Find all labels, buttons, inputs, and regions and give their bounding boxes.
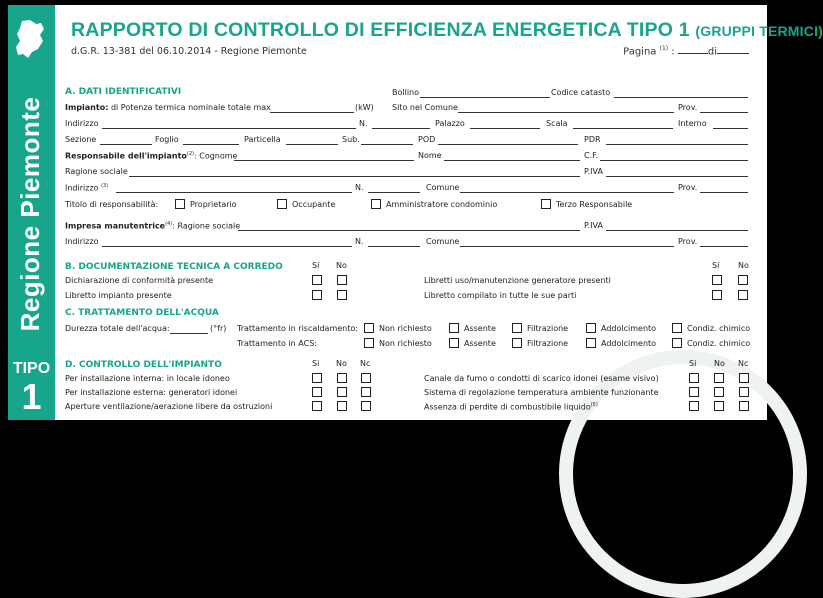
particella-field[interactable] xyxy=(286,144,338,145)
piva-label: P.IVA xyxy=(584,167,603,176)
risc-addolcimento-checkbox[interactable] xyxy=(586,323,596,333)
cf-label: C.F. xyxy=(584,151,598,160)
fr-label: (°fr) xyxy=(210,324,227,333)
page-title xyxy=(71,19,823,42)
risc-condiz-chimico-checkbox[interactable] xyxy=(672,323,682,333)
d-left-2-si-checkbox[interactable] xyxy=(312,387,322,397)
sezione-label: Sezione xyxy=(65,135,97,144)
impresa-n-field[interactable] xyxy=(368,246,420,247)
d-left-1-si-checkbox[interactable] xyxy=(312,373,322,383)
d-left-item-2: Per installazione esterna: generatori idonei xyxy=(65,388,238,397)
ragione-sociale-label: Ragione sociale xyxy=(65,167,128,176)
impresa-piva-label: P.IVA xyxy=(584,221,603,230)
impresa-comune-field[interactable] xyxy=(460,246,674,247)
b-no-header: No xyxy=(336,261,347,270)
impresa-ragione-label: : Ragione sociale xyxy=(172,221,241,231)
n-label: N. xyxy=(359,119,368,128)
acs-assente-checkbox[interactable] xyxy=(449,338,459,348)
section-c-title: C. TRATTAMENTO DELL'ACQUA xyxy=(65,308,219,318)
impresa-indirizzo-label: Indirizzo xyxy=(65,237,99,246)
form-page xyxy=(8,5,823,420)
sezione-field[interactable] xyxy=(100,144,152,145)
comune-label: Comune xyxy=(426,183,460,192)
pod-field[interactable] xyxy=(438,144,578,145)
tipo-number: 1 xyxy=(21,376,42,417)
cf-field[interactable] xyxy=(600,160,748,161)
tipo-label: TIPO xyxy=(12,360,51,377)
section-a-title: A. DATI IDENTIFICATIVI xyxy=(65,87,182,97)
d-left-item-3: Aperture ventilazione/aerazione libere da ostruzioni xyxy=(65,402,273,411)
b-right-2-no-checkbox[interactable] xyxy=(738,290,748,300)
b-left-1-no-checkbox[interactable] xyxy=(337,275,347,285)
b-right-1-no-checkbox[interactable] xyxy=(738,275,748,285)
d-left-3-no-checkbox[interactable] xyxy=(337,401,347,411)
indirizzo3-row xyxy=(65,183,108,193)
page-subtitle: d.G.R. 13-381 del 06.10.2014 - Regione Piemonte xyxy=(71,46,307,57)
d-left-2-no-checkbox[interactable] xyxy=(337,387,347,397)
d-right-3-nc-checkbox[interactable] xyxy=(739,401,749,411)
comune-field[interactable] xyxy=(460,192,674,193)
acs-opt-5: Condiz. chimico xyxy=(687,339,751,348)
acs-opt-2: Assente xyxy=(464,339,496,348)
proprietario-checkbox[interactable] xyxy=(175,199,185,209)
d-right-1-nc-checkbox[interactable] xyxy=(739,373,749,383)
page-number-field[interactable]: Pagina $^{(1)}$ : di xyxy=(623,45,749,57)
risc-label: Trattamento in riscaldamento: xyxy=(237,324,358,333)
terzo-responsabile-label: Terzo Responsabile xyxy=(556,200,633,209)
potenza-field[interactable] xyxy=(270,112,354,113)
n3-label: N. xyxy=(355,183,364,192)
impianto-label: Impianto: xyxy=(65,103,109,112)
n-field[interactable] xyxy=(372,128,430,129)
b-right-item-1: Libretti uso/manutenzione generatore presenti xyxy=(424,276,611,285)
prov3-label: Prov. xyxy=(678,183,698,192)
acs-opt-1: Non richiesto xyxy=(379,339,432,348)
d-right-item-3: Assenza di perdite di combustibile liquido xyxy=(424,402,591,412)
b-left-2-no-checkbox[interactable] xyxy=(337,290,347,300)
impresa-prov-field[interactable] xyxy=(700,246,748,247)
potenza-label: di Potenza termica nominale totale max xyxy=(110,103,271,112)
d-right-item-1: Canale da fumo o condotti di scarico idonei (esame visivo) xyxy=(424,374,659,383)
piva-field[interactable] xyxy=(606,176,748,177)
indirizzo3-label: Indirizzo xyxy=(65,183,99,193)
d-right-item-3-row xyxy=(424,402,598,412)
prov-field[interactable] xyxy=(700,112,748,113)
b-left-item-2: Libretto impianto presente xyxy=(65,291,172,300)
amministratore-label: Amministratore condominio xyxy=(386,200,498,209)
acs-condiz-chimico-checkbox[interactable] xyxy=(672,338,682,348)
title-suffix: (GRUPPI TERMICI) xyxy=(695,23,823,39)
region-label: Regione Piemonte xyxy=(15,96,45,332)
risc-opt-2: Assente xyxy=(464,324,496,333)
b-left-1-si-checkbox[interactable] xyxy=(312,275,322,285)
pdr-field[interactable] xyxy=(606,144,748,145)
impresa-piva-field[interactable] xyxy=(606,230,748,231)
d-nc-header: Nc xyxy=(360,359,371,368)
durezza-field[interactable] xyxy=(170,333,208,334)
sidebar-band xyxy=(8,5,55,420)
durezza-label: Durezza totale dell'acqua: xyxy=(65,324,170,333)
impresa-indirizzo-field[interactable] xyxy=(102,246,352,247)
d-left-1-no-checkbox[interactable] xyxy=(337,373,347,383)
sito-field[interactable] xyxy=(458,112,674,113)
d-right-item-3-note: (5) xyxy=(590,402,598,408)
d-right-3-no-checkbox[interactable] xyxy=(714,401,724,411)
d-right-3-si-checkbox[interactable] xyxy=(689,401,699,411)
scala-field[interactable] xyxy=(573,128,673,129)
impresa-row xyxy=(65,221,240,231)
section-d-title: D. CONTROLLO DELL'IMPIANTO xyxy=(65,360,222,370)
piemonte-map-icon xyxy=(14,19,46,59)
palazzo-field[interactable] xyxy=(470,128,540,129)
d-left-3-si-checkbox[interactable] xyxy=(312,401,322,411)
impresa-n-label: N. xyxy=(355,237,364,246)
d-right-2-nc-checkbox[interactable] xyxy=(739,387,749,397)
prov3-field[interactable] xyxy=(700,192,748,193)
d-no-header-right: No xyxy=(714,359,725,368)
b-no-header-right: No xyxy=(738,261,749,270)
d-no-header: No xyxy=(336,359,347,368)
kw-label: (kW) xyxy=(355,103,374,112)
section-b-title: B. DOCUMENTAZIONE TECNICA A CORREDO xyxy=(65,262,283,272)
indirizzo3-note: (3) xyxy=(101,183,109,189)
impresa-label: Impresa manutentrice xyxy=(65,221,166,231)
prov-label: Prov. xyxy=(678,103,698,112)
sito-label: Sito nel Comune xyxy=(392,103,458,112)
b-si-header: Si xyxy=(312,261,320,270)
d-right-1-no-checkbox[interactable] xyxy=(714,373,724,383)
particella-label: Particella xyxy=(244,135,281,144)
proprietario-label: Proprietario xyxy=(190,200,237,209)
responsabile-row xyxy=(65,151,237,161)
palazzo-label: Palazzo xyxy=(435,119,465,128)
d-nc-header-right: Nc xyxy=(738,359,749,368)
occupante-label: Occupante xyxy=(292,200,336,209)
foglio-field[interactable] xyxy=(183,144,239,145)
risc-opt-3: Filtrazione xyxy=(527,324,569,333)
di-label: di xyxy=(707,46,717,58)
occupante-checkbox[interactable] xyxy=(277,199,287,209)
impresa-comune-label: Comune xyxy=(426,237,460,246)
indirizzo-field[interactable] xyxy=(102,128,356,129)
risc-non-richiesto-checkbox[interactable] xyxy=(364,323,374,333)
acs-opt-3: Filtrazione xyxy=(527,339,569,348)
acs-non-richiesto-checkbox[interactable] xyxy=(364,338,374,348)
n3-field[interactable] xyxy=(368,192,420,193)
indirizzo-label: Indirizzo xyxy=(65,119,99,128)
risc-opt-4: Addolcimento xyxy=(601,324,657,333)
sub-field[interactable] xyxy=(361,144,413,145)
nome-field[interactable] xyxy=(444,160,580,161)
risc-assente-checkbox[interactable] xyxy=(449,323,459,333)
title-main: RAPPORTO DI CONTROLLO DI EFFICIENZA ENERGETICA TIPO 1 xyxy=(71,19,690,41)
d-left-item-1: Per installazione interna: in locale idoneo xyxy=(65,374,230,383)
acs-filtrazione-checkbox[interactable] xyxy=(512,338,522,348)
b-left-item-1: Dichiarazione di conformità presente xyxy=(65,276,214,285)
b-right-2-si-checkbox[interactable] xyxy=(712,290,722,300)
titolo-label: Titolo di responsabilità: xyxy=(65,200,159,209)
bollino-field[interactable] xyxy=(420,97,550,98)
risc-filtrazione-checkbox[interactable] xyxy=(512,323,522,333)
b-si-header-right: Si xyxy=(712,261,720,270)
d-si-header: Si xyxy=(312,359,320,368)
ragione-sociale-field[interactable] xyxy=(129,176,580,177)
b-right-1-si-checkbox[interactable] xyxy=(712,275,722,285)
sub-label: Sub. xyxy=(342,135,360,144)
codice-catasto-field[interactable] xyxy=(614,97,748,98)
acs-opt-4: Addolcimento xyxy=(601,339,657,348)
b-left-2-si-checkbox[interactable] xyxy=(312,290,322,300)
interno-field[interactable] xyxy=(713,128,748,129)
responsabile-label: Responsabile dell'impianto xyxy=(65,151,187,161)
nome-label: Nome xyxy=(418,151,442,160)
impresa-ragione-field[interactable] xyxy=(238,230,580,231)
indirizzo3-field[interactable] xyxy=(116,192,352,193)
pdr-label: PDR xyxy=(584,135,601,144)
d-si-header-right: Si xyxy=(689,359,697,368)
risc-opt-1: Non richiesto xyxy=(379,324,432,333)
risc-opt-5: Condiz. chimico xyxy=(687,324,751,333)
bollino-label: Bollino xyxy=(392,88,420,97)
d-left-1-nc-checkbox[interactable] xyxy=(361,373,371,383)
foglio-label: Foglio xyxy=(155,135,179,144)
cognome-label: : Cognome xyxy=(194,151,238,161)
d-right-item-2: Sistema di regolazione temperatura ambiente funzionante xyxy=(424,388,659,397)
terzo-responsabile-checkbox[interactable] xyxy=(541,199,551,209)
interno-label: Interno xyxy=(678,119,707,128)
pagina-note: (1) xyxy=(659,45,669,52)
pagina-label: Pagina xyxy=(623,46,657,58)
scala-label: Scala xyxy=(546,119,568,128)
acs-addolcimento-checkbox[interactable] xyxy=(586,338,596,348)
responsabile-note: (2) xyxy=(186,151,194,157)
acs-label: Trattamento in ACS: xyxy=(237,339,317,348)
d-left-2-nc-checkbox[interactable] xyxy=(361,387,371,397)
d-right-1-si-checkbox[interactable] xyxy=(689,373,699,383)
d-left-3-nc-checkbox[interactable] xyxy=(361,401,371,411)
codice-catasto-label: Codice catasto xyxy=(551,88,611,97)
cognome-field[interactable] xyxy=(234,160,414,161)
pod-label: POD xyxy=(418,135,436,144)
d-right-2-si-checkbox[interactable] xyxy=(689,387,699,397)
b-right-item-2: Libretto compilato in tutte le sue parti xyxy=(424,291,577,300)
amministratore-checkbox[interactable] xyxy=(371,199,381,209)
d-right-2-no-checkbox[interactable] xyxy=(714,387,724,397)
impresa-prov-label: Prov. xyxy=(678,237,698,246)
impresa-note: (4) xyxy=(165,221,173,227)
impianto-row xyxy=(65,103,271,112)
